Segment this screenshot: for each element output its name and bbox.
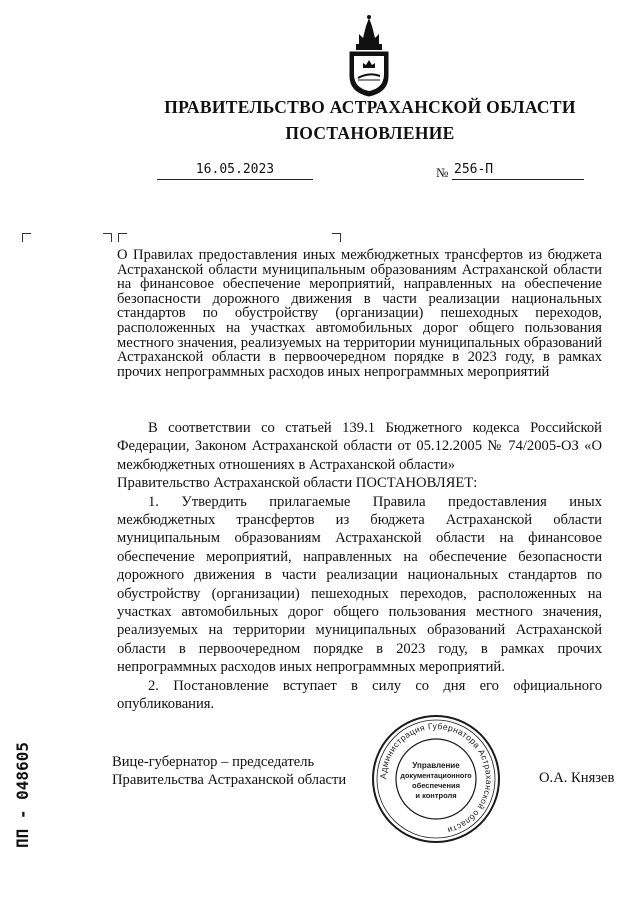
corner-mark: [332, 233, 341, 242]
item-1-paragraph: 1. Утвердить прилагаемые Правила предоставления иных межбюджетных трансфертов из бюджета Астраханской области муниципальным образованиям Астраханской области на финансовое обеспечение мероприятий, направленных на обеспечение безопасности дорожного движения в части реализации национальных стандартов по обустройству (организации) пешеходных переходов, расположенных на участках автомобильных дорог общего пользования местного значения, реализуемых на территории муниципальных образований Астраханской области в первоочередном порядке в 2023 году, в рамках прочих непрограммных расходов иных непрограммных мероприятий.: [117, 493, 602, 676]
corner-mark: [22, 233, 31, 242]
document-subject: О Правилах предоставления иных межбюджетных трансфертов из бюджета Астраханской области муниципальным образованиям Астраханской области на финансовое обеспечение мероприятий, направленных на обеспечение безопасности дорожного движения в части реализации национальных стандартов по обустройству (организации) пешеходных переходов, расположенных на участках автомобильных дорог общего пользования местного значения, реализуемых на территории муниципальных образований Астраханской области в первоочередном порядке в 2023 году, в рамках прочих непрограммных расходов иных непрограммных мероприятий: [117, 247, 602, 380]
corner-mark: [118, 233, 127, 242]
signatory-position-line-1: Вице-губернатор – председатель: [112, 754, 315, 770]
stamp-center-line-2: документационного: [400, 771, 472, 780]
document-body: [117, 419, 602, 714]
organization-title: ПРАВИТЕЛЬСТВО АСТРАХАНСКОЙ ОБЛАСТИ: [164, 97, 576, 117]
coat-of-arms-emblem: [344, 14, 394, 98]
document-number: 256-П: [454, 162, 494, 177]
preamble-paragraph: В соответствии со статьей 139.1 Бюджетного кодекса Российской Федерации, Законом Астраханской области от 05.12.2005 № 74/2005-ОЗ «О межбюджетных отношениях в Астраханской области»: [117, 420, 602, 473]
stamp-center-line-1: Управление: [412, 761, 460, 770]
date-underline: [157, 179, 313, 180]
document-type: ПОСТАНОВЛЕНИЕ: [285, 123, 455, 143]
resolves-paragraph: Правительство Астраханской области ПОСТАНОВЛЯЕТ:: [117, 475, 478, 492]
official-stamp: [370, 713, 502, 845]
number-sign: №: [436, 165, 449, 180]
document-date: 16.05.2023: [195, 162, 275, 177]
stamp-ring-text: Администрация Губернатора Астраханской области: [377, 720, 495, 836]
corner-mark: [103, 233, 112, 242]
signatory-position-line-2: Правительства Астраханской области: [112, 772, 347, 789]
stamp-center-line-3: обеспечения: [411, 781, 461, 790]
signatory-name: О.А. Князев: [539, 770, 615, 786]
item-2-paragraph: 2. Постановление вступает в силу со дня его официального опубликования.: [117, 677, 602, 713]
side-code-text: ПП - 048605: [13, 742, 32, 848]
signatory-position: [112, 753, 346, 790]
side-registration-code: [8, 730, 34, 850]
number-underline: [452, 179, 584, 180]
stamp-center-line-4: и контроля: [415, 791, 457, 800]
